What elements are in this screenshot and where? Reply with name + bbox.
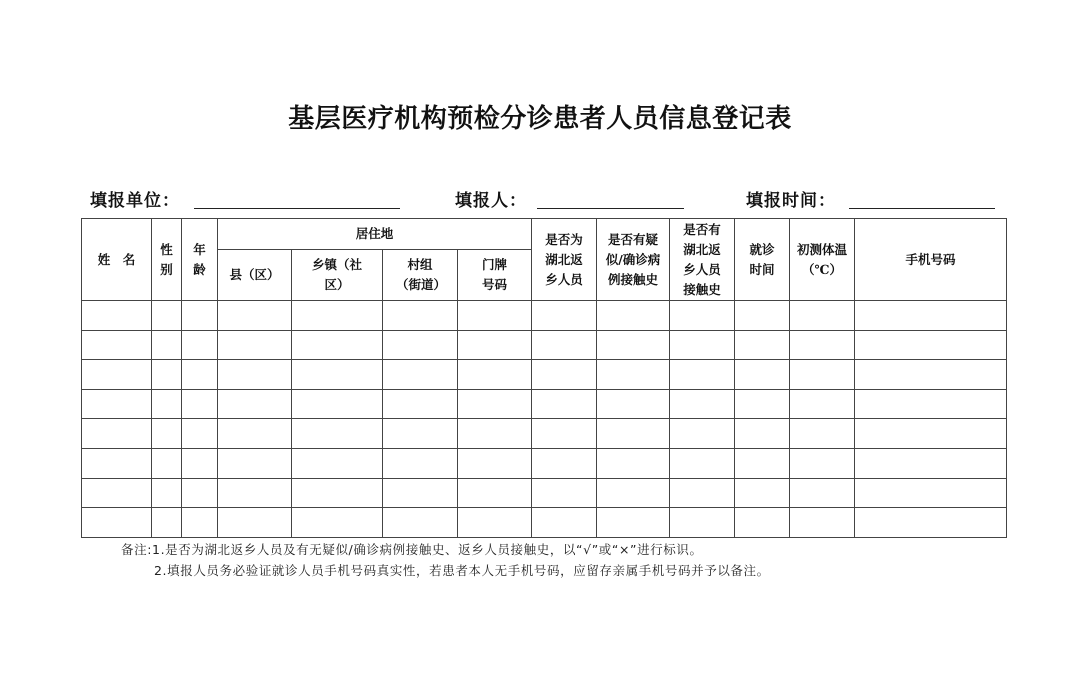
table-cell[interactable]: [182, 478, 218, 508]
table-cell[interactable]: [292, 360, 383, 390]
table-cell[interactable]: [855, 389, 1007, 419]
table-cell[interactable]: [182, 448, 218, 478]
table-cell[interactable]: [218, 301, 292, 331]
table-cell[interactable]: [735, 330, 790, 360]
table-cell[interactable]: [458, 508, 532, 538]
table-cell[interactable]: [790, 508, 855, 538]
table-cell[interactable]: [670, 419, 735, 449]
table-cell[interactable]: [735, 478, 790, 508]
table-cell[interactable]: [597, 301, 670, 331]
table-cell[interactable]: [855, 330, 1007, 360]
header-town: 乡镇（社区）: [292, 250, 383, 301]
registration-table: [81, 218, 1007, 538]
table-cell[interactable]: [152, 419, 182, 449]
header-temperature: 初测体温（℃）: [790, 219, 855, 301]
table-cell[interactable]: [218, 419, 292, 449]
table-cell[interactable]: [82, 478, 152, 508]
fill-unit-blank[interactable]: [194, 208, 400, 209]
table-cell[interactable]: [82, 419, 152, 449]
table-cell[interactable]: [855, 360, 1007, 390]
notes: [121, 539, 770, 581]
table-cell[interactable]: [182, 360, 218, 390]
table-cell[interactable]: [218, 389, 292, 419]
header-suspect-contact: 是否有疑似/确诊病例接触史: [597, 219, 670, 301]
table-cell[interactable]: [218, 330, 292, 360]
table-cell[interactable]: [670, 301, 735, 331]
table-cell[interactable]: [532, 301, 597, 331]
table-cell[interactable]: [532, 419, 597, 449]
table-row: [82, 448, 1007, 478]
table-cell[interactable]: [292, 419, 383, 449]
fill-person-blank[interactable]: [537, 208, 684, 209]
table-cell[interactable]: [383, 330, 458, 360]
table-cell[interactable]: [383, 360, 458, 390]
fill-person-label: 填报人：: [455, 191, 527, 211]
table-row: [82, 389, 1007, 419]
fill-time-field: [746, 186, 998, 212]
table-row: [82, 330, 1007, 360]
table-cell[interactable]: [458, 448, 532, 478]
table-cell[interactable]: [292, 508, 383, 538]
table-cell[interactable]: [152, 448, 182, 478]
table-cell[interactable]: [855, 419, 1007, 449]
table-cell[interactable]: [532, 508, 597, 538]
fill-time-blank[interactable]: [849, 208, 995, 209]
table-cell[interactable]: [458, 478, 532, 508]
table-cell[interactable]: [182, 508, 218, 538]
table-cell[interactable]: [855, 301, 1007, 331]
table-cell[interactable]: [597, 330, 670, 360]
table-cell[interactable]: [532, 448, 597, 478]
table-cell[interactable]: [383, 448, 458, 478]
table-cell[interactable]: [790, 478, 855, 508]
note-2: 2.填报人员务必验证就诊人员手机号码真实性，若患者本人无手机号码，应留存亲属手机号码并予以备注。: [154, 563, 770, 578]
table-cell[interactable]: [670, 360, 735, 390]
table-cell[interactable]: [383, 508, 458, 538]
table-cell[interactable]: [532, 478, 597, 508]
table-cell[interactable]: [735, 360, 790, 390]
table-cell[interactable]: [458, 301, 532, 331]
table-cell[interactable]: [790, 360, 855, 390]
table-cell[interactable]: [597, 389, 670, 419]
table-cell[interactable]: [218, 360, 292, 390]
table-cell[interactable]: [292, 301, 383, 331]
header-phone: 手机号码: [855, 219, 1007, 301]
table-cell[interactable]: [735, 508, 790, 538]
table-cell[interactable]: [790, 419, 855, 449]
table-cell[interactable]: [790, 301, 855, 331]
header-county: 县（区）: [218, 250, 292, 301]
header-residence: 居住地: [218, 219, 532, 250]
header-door-number: 门牌号码: [458, 250, 532, 301]
header-village: 村组（街道）: [383, 250, 458, 301]
table-cell[interactable]: [790, 389, 855, 419]
table-cell[interactable]: [532, 360, 597, 390]
header-visit-time: 就诊时间: [735, 219, 790, 301]
table-cell[interactable]: [458, 360, 532, 390]
table-cell[interactable]: [218, 448, 292, 478]
form-title: 基层医疗机构预检分诊患者人员信息登记表: [288, 104, 792, 134]
table-cell[interactable]: [383, 301, 458, 331]
table-cell[interactable]: [182, 389, 218, 419]
table-row: [82, 419, 1007, 449]
table-cell[interactable]: [218, 508, 292, 538]
table-cell[interactable]: [152, 360, 182, 390]
note-1: 备注:1.是否为湖北返乡人员及有无疑似/确诊病例接触史、返乡人员接触史，以“√”或“×”进行标识。: [121, 542, 703, 557]
table-cell[interactable]: [182, 419, 218, 449]
table-row: [82, 301, 1007, 331]
table-cell[interactable]: [597, 448, 670, 478]
table-cell[interactable]: [152, 478, 182, 508]
table-cell[interactable]: [790, 448, 855, 478]
table-cell[interactable]: [82, 360, 152, 390]
header-returnee-contact: 是否有湖北返乡人员接触史: [670, 219, 735, 301]
table-cell[interactable]: [458, 389, 532, 419]
table-cell[interactable]: [82, 389, 152, 419]
table-cell[interactable]: [597, 419, 670, 449]
table-cell[interactable]: [670, 389, 735, 419]
table-row: [82, 478, 1007, 508]
table-cell[interactable]: [182, 330, 218, 360]
table-cell[interactable]: [152, 301, 182, 331]
table-cell[interactable]: [292, 330, 383, 360]
table-cell[interactable]: [670, 478, 735, 508]
table-cell[interactable]: [292, 389, 383, 419]
table-cell[interactable]: [182, 301, 218, 331]
table-cell[interactable]: [855, 448, 1007, 478]
table-cell[interactable]: [670, 448, 735, 478]
table-cell[interactable]: [597, 360, 670, 390]
table-cell[interactable]: [735, 448, 790, 478]
table-cell[interactable]: [790, 330, 855, 360]
fill-unit-label: 填报单位：: [90, 191, 180, 211]
table-cell[interactable]: [597, 508, 670, 538]
table-cell[interactable]: [670, 330, 735, 360]
fill-time-label: 填报时间：: [746, 191, 836, 211]
header-gender: 性别: [152, 219, 182, 301]
table-cell[interactable]: [383, 478, 458, 508]
table-cell[interactable]: [82, 508, 152, 538]
header-hubei-returnee: 是否为湖北返乡人员: [532, 219, 597, 301]
table-cell[interactable]: [82, 301, 152, 331]
table-cell[interactable]: [152, 508, 182, 538]
table-cell[interactable]: [383, 389, 458, 419]
table-cell[interactable]: [597, 478, 670, 508]
table-cell[interactable]: [855, 478, 1007, 508]
table-cell[interactable]: [458, 330, 532, 360]
table-cell[interactable]: [735, 389, 790, 419]
table-row: [82, 360, 1007, 390]
table-cell[interactable]: [152, 330, 182, 360]
table-cell[interactable]: [152, 389, 182, 419]
fill-unit-field: [90, 186, 410, 212]
table-cell[interactable]: [855, 508, 1007, 538]
table-cell[interactable]: [292, 448, 383, 478]
table-cell[interactable]: [670, 508, 735, 538]
table-cell[interactable]: [218, 478, 292, 508]
header-name: 姓 名: [82, 219, 152, 301]
table-cell[interactable]: [532, 389, 597, 419]
table-cell[interactable]: [532, 330, 597, 360]
table-row: [82, 508, 1007, 538]
table-cell[interactable]: [458, 419, 532, 449]
header-age: 年龄: [182, 219, 218, 301]
table-cell[interactable]: [735, 301, 790, 331]
table-cell[interactable]: [735, 419, 790, 449]
table-cell[interactable]: [82, 448, 152, 478]
fill-person-field: [455, 186, 690, 212]
table-cell[interactable]: [82, 330, 152, 360]
table-cell[interactable]: [292, 478, 383, 508]
table-cell[interactable]: [383, 419, 458, 449]
